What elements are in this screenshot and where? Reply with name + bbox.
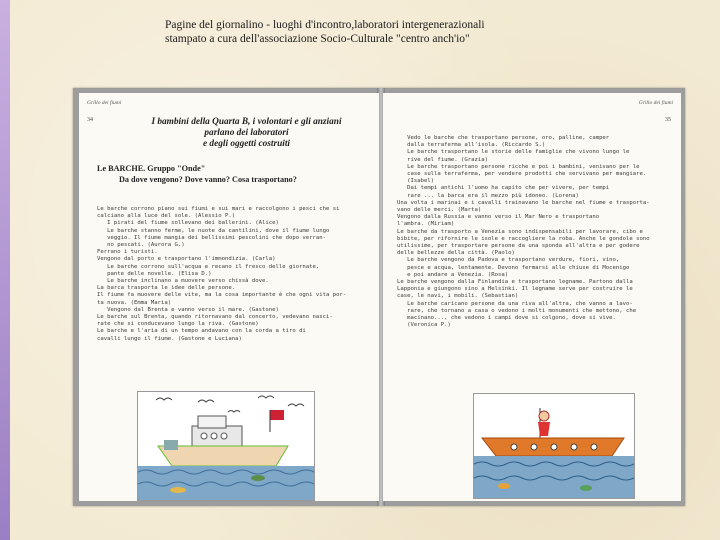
title-line-1: I bambini della Quarta B, i volontari e gli anziani (151, 117, 342, 127)
boat-drawing-right (473, 393, 635, 499)
header-line-1: Pagine del giornalino - luoghi d'incontro,laboratori intergenerazionali (165, 19, 485, 31)
page-number-right: 35 (665, 117, 671, 123)
page-number-left: 34 (87, 117, 93, 123)
section-title: Le BARCHE. Gruppo "Onde" (97, 164, 206, 173)
section-subtitle: Da dove vengono? Dove vanno? Cosa trasportano? (119, 175, 297, 184)
left-body-text: Le barche corrono piano sui fiumi e sui mari e raccolgono i pesci che si calciano alla luce del sole. (Alessio P.) I pirati del fiume sollevano dei ballerini. (Alice) Le barche stanno ferme, le nuote da cantilini, dove il fiume lungo veggio. Il fiume mangia dei bellissimi pescolini che dopo verran- no pescati. (Aurora G.) Ferrano i turisti. Vengono dal porto e trasportano l'immondizia. (Carla) Le barche corrono sull'acqua e recano il fresco delle giornate, pante delle novelle. (Elisa D.) Le barche inclinano a muovere verso chissà dove. La barca trasporta le idee delle persone. Il fiume fa muovere delle vite, ma la cosa importante è che ogni vita por- ta nuova. (Emma Maria) Vengono dal Brenta e vanno verso il mare. (Gastone) Le barche sul Brenta, quando ritornavano dal concerto, vedevano nasci- rate che si conducevano lungo la riva. (Gastone) Le barche e l'aria di un tempo andavano con la corda a tiro di cavalli lungo il fiume. (Gastone e Luciana) (97, 206, 347, 342)
slide-header (165, 18, 625, 46)
section-heading (97, 163, 377, 185)
title-line-3: e degli oggetti costruiti (202, 139, 291, 149)
page-title (119, 117, 374, 150)
newsletter-photo (73, 88, 685, 506)
boat-drawing-left (137, 391, 315, 501)
header-line-2: stampato a cura dell'associazione Socio-Culturale "centro anch'io" (165, 33, 470, 45)
right-body-text: Vedo le barche che trasportano persone, oro, palline, camper dalla terraferma all'isola. (Riccardo S.) Le barche trasportano le storie delle famiglie che vivono lungo le rive del fiume. (Grazia) Le barche trasportano persone ricche e poi i bambini, venivano per le case sulla terraferma, per vendere prodotti che servivano per mangiare. (Isabel) Dai tempi antichi l'uomo ha capito che per vivere, per tempi rare ... la barca era il mezzo più idoneo. (Lorena) Una volta i marinai e i cavalli trainavano le barche nel fiume e trasporta- vano delle merci. (Marta) Vengono dalla Russia e vanno verso il Mar Nero e trasportano l'ambra. (Miriam) Le barche da trasporto a Venezia sono indispensabili per lavorare, cibo e bibite, per rifornire le isole e raccogliere la roba. Anche le gondole sono utilissime, per trasportare persone da una sponda all'altra e per godere delle bellezze della città. (Paolo) Le barche vengono da Padova e trasportano verdure, fiori, vino, pesce e acqua, lentamente. Devono fermarsi alle chiuse di Mocenigo e poi andare a Venezia. (Rosa) Le barche vengono dalla Finlandia e trasportano legname. Partono dalla Lapponia e giungono sino a Helsinki. Il legname serve per costruire le case, le navi, i mobili. (Sebastian) Le barche caricano persone da una riva all'altra, che vanno a lavo- rare, che tornano a casa o vedono i molti monumenti che mettono, che macinano..., che vedono i campi dove si colgono, dove si vive. (Veronica P.) (397, 135, 650, 329)
right-page (383, 93, 681, 501)
slide-accent-bar (0, 0, 10, 540)
title-line-2: parlano dei laboratori (204, 128, 289, 138)
running-head-right: Grillo dei fiumi (638, 100, 673, 106)
running-head-left: Grillo dei fiumi (87, 100, 122, 106)
left-page (79, 93, 379, 501)
